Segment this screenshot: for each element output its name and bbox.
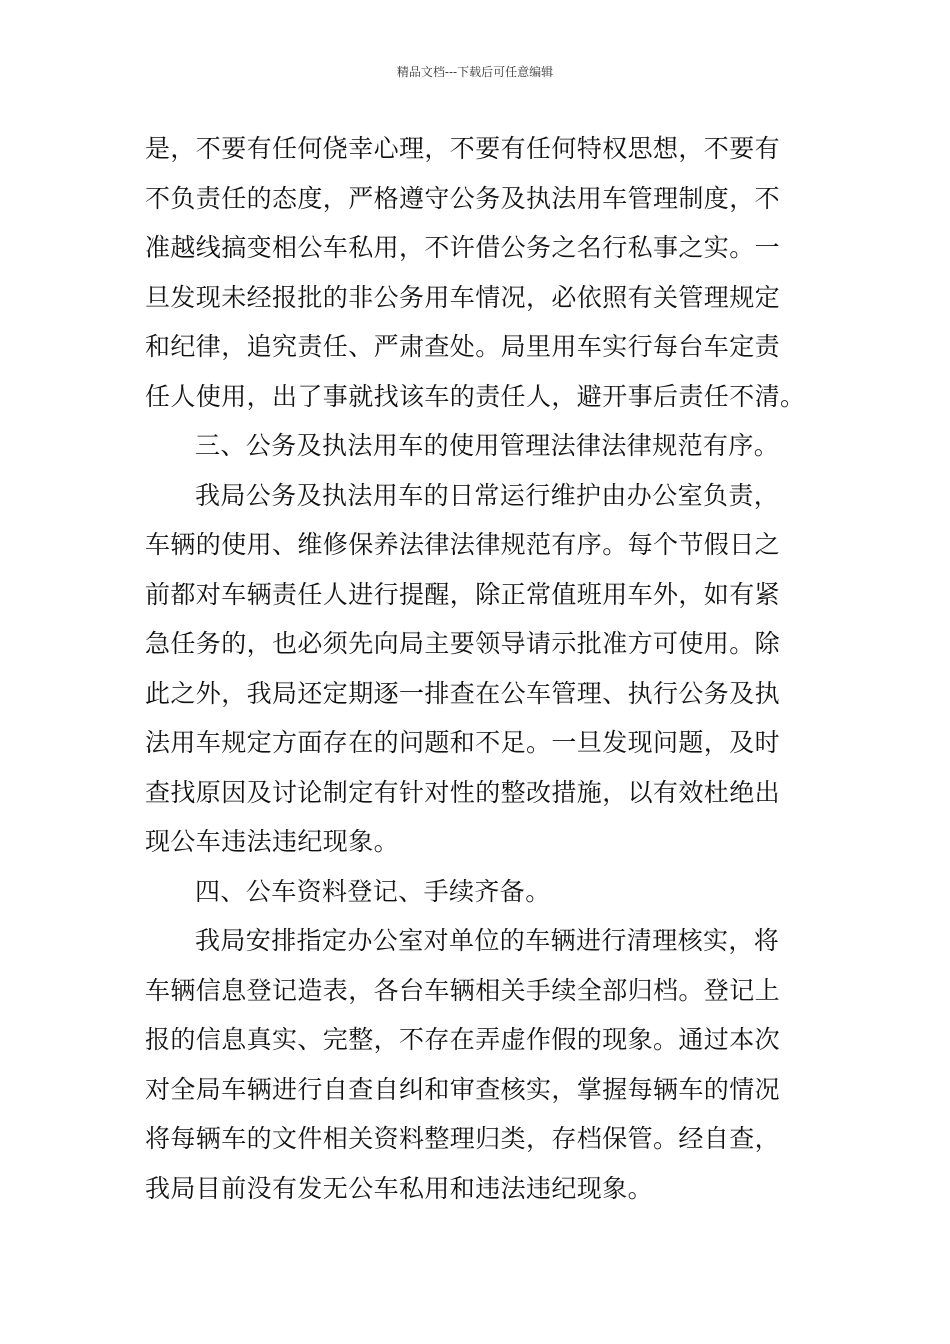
text-line: 是，不要有任何侥幸心理，不要有任何特权思想，不要有 [145,134,781,163]
text-line: 旦发现未经报批的非公务用车情况，必依照有关管理规定 [145,282,781,312]
text-line: 急任务的，也必须先向局主要领导请示批准方可使用。除 [145,629,781,658]
text-line: 准越线搞变相公车私用，不许借公务之名行私事之实。一 [145,233,781,262]
text-line: 前都对车辆责任人进行提醒，除正常值班用车外，如有紧 [145,579,781,609]
text-line: 此之外，我局还定期逐一排查在公车管理、执行公务及执 [145,678,781,708]
text-line: 法用车规定方面存在的问题和不足。一旦发现问题，及时 [145,728,781,757]
document-body [145,124,809,1213]
text-line: 和纪律，追究责任、严肃查处。局里用车实行每台车定责 [145,332,781,361]
text-line: 车辆信息登记造表，各台车辆相关手续全部归档。登记上 [145,975,781,1005]
text-line: 查找原因及讨论制定有针对性的整改措施，以有效杜绝出 [145,777,781,807]
page-header: 精品文档---下载后可任意编辑 [396,65,554,79]
text-line: 三、公务及执法用车的使用管理法律法律规范有序。 [195,431,780,460]
text-line: 我局目前没有发无公车私用和违法违纪现象。 [145,1173,654,1203]
text-line: 车辆的使用、维修保养法律法律规范有序。每个节假日之 [145,530,781,559]
text-line: 报的信息真实、完整，不存在弄虚作假的现象。通过本次 [145,1025,781,1054]
text-line: 现公车违法违纪现象。 [145,827,400,856]
text-line: 任人使用，出了事就找该车的责任人，避开事后责任不清。 [145,381,806,411]
text-line: 我局安排指定办公室对单位的车辆进行清理核实，将 [195,926,780,955]
text-line: 不负责任的态度，严格遵守公务及执法用车管理制度，不 [145,183,781,213]
text-line: 将每辆车的文件相关资料整理归类，存档保管。经自查， [145,1124,781,1153]
text-line: 四、公车资料登记、手续齐备。 [195,876,551,906]
text-line: 我局公务及执法用车的日常运行维护由办公室负责， [195,480,780,510]
text-line: 对全局车辆进行自查自纠和审查核实，掌握每辆车的情况 [145,1074,781,1104]
